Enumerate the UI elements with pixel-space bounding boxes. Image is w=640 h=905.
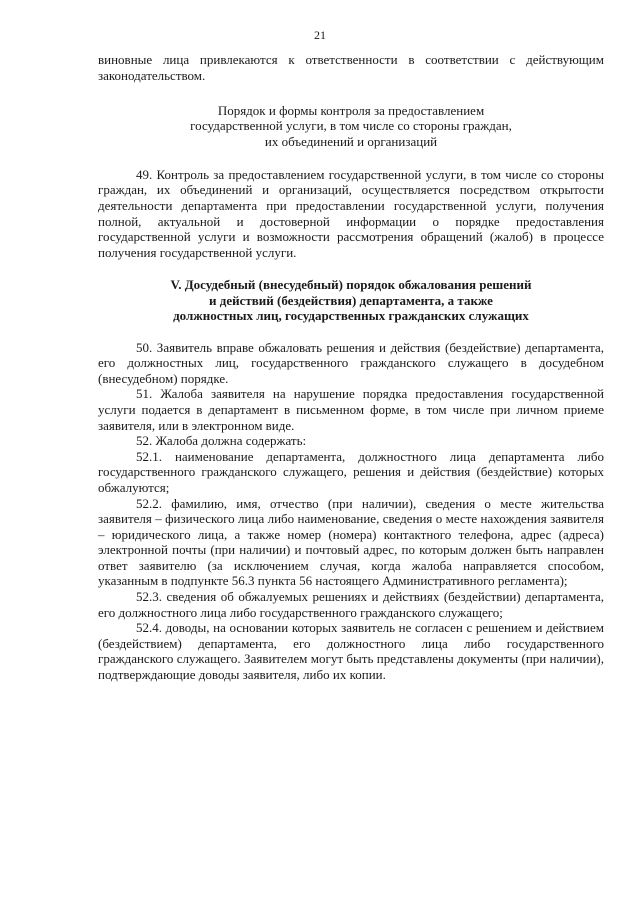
paragraph-52: 52. Жалоба должна содержать: — [136, 433, 307, 449]
page-content — [98, 52, 604, 683]
section-v-heading — [98, 277, 604, 323]
section-v-heading-line-1: V. Досудебный (внесудебный) порядок обжалования решений — [170, 277, 532, 293]
paragraph-49: 49. Контроль за предоставлением государственной услуги, в том числе со стороны граждан, их объединений и организаций, осуществляется посредством открытости деятельности департамента при предоставлении государственной услуги, получения полной, актуальной и достоверной информации о порядке предоставления государственной услуги и возможности рассмотрения обращений (жалоб) в процессе получения государственной услуги. — [98, 166, 604, 260]
section-v-heading-line-2: и действий (бездействия) департамента, а также — [209, 292, 493, 308]
page-number: 21 — [314, 28, 326, 42]
control-heading-line-2: государственной услуги, в том числе со стороны граждан, — [190, 118, 512, 134]
control-heading-line-1: Порядок и формы контроля за предоставлением — [217, 103, 485, 119]
control-heading-line-3: их объединений и организаций — [264, 133, 438, 149]
paragraph-52-1: 52.1. наименование департамента, должностного лица департамента либо государственного гражданского служащего, решения и действия (бездействие) которых обжалуются; — [98, 448, 604, 495]
paragraph-52-3: 52.3. сведения об обжалуемых решениях и действиях (бездействии) департамента, его должностного лица либо государственного гражданского служащего; — [98, 589, 604, 620]
paragraph-51: 51. Жалоба заявителя на нарушение порядка предоставления государственной услуги подается в департамент в письменном форме, в том числе при личном приеме заявителя, или в электронном виде. — [98, 386, 604, 433]
paragraph-50: 50. Заявитель вправе обжаловать решения и действия (бездействие) департамента, его должностных лиц, государственного гражданского служащего в досудебном (внесудебном) порядке. — [98, 339, 604, 386]
control-section-heading — [98, 103, 604, 149]
intro-paragraph: виновные лица привлекаются к ответственности в соответствии с действующим законодательством. — [98, 52, 604, 83]
paragraph-52-2: 52.2. фамилию, имя, отчество (при наличии), сведения о месте жительства заявителя – физического лица либо наименование, сведения о месте нахождения заявителя – юридического лица, а также номер (номера) контактного телефона, адрес (адреса) электронной почты (при наличии) и почтовый адрес, по которым должен быть направлен ответ заявителю (за исключением случая, когда жалоба направляется способом, указанным в подпункте 56.3 пункта 56 настоящего Административного регламента); — [98, 495, 604, 589]
section-v-heading-line-3: должностных лиц, государственных гражданских служащих — [173, 308, 529, 324]
paragraph-52-4: 52.4. доводы, на основании которых заявитель не согласен с решением и действием (бездействием) департамента, его должностного лица либо государственного гражданского служащего. Заявителем могут быть представлены документы (при наличии), подтверждающие доводы заявителя, либо их копии. — [98, 620, 604, 683]
